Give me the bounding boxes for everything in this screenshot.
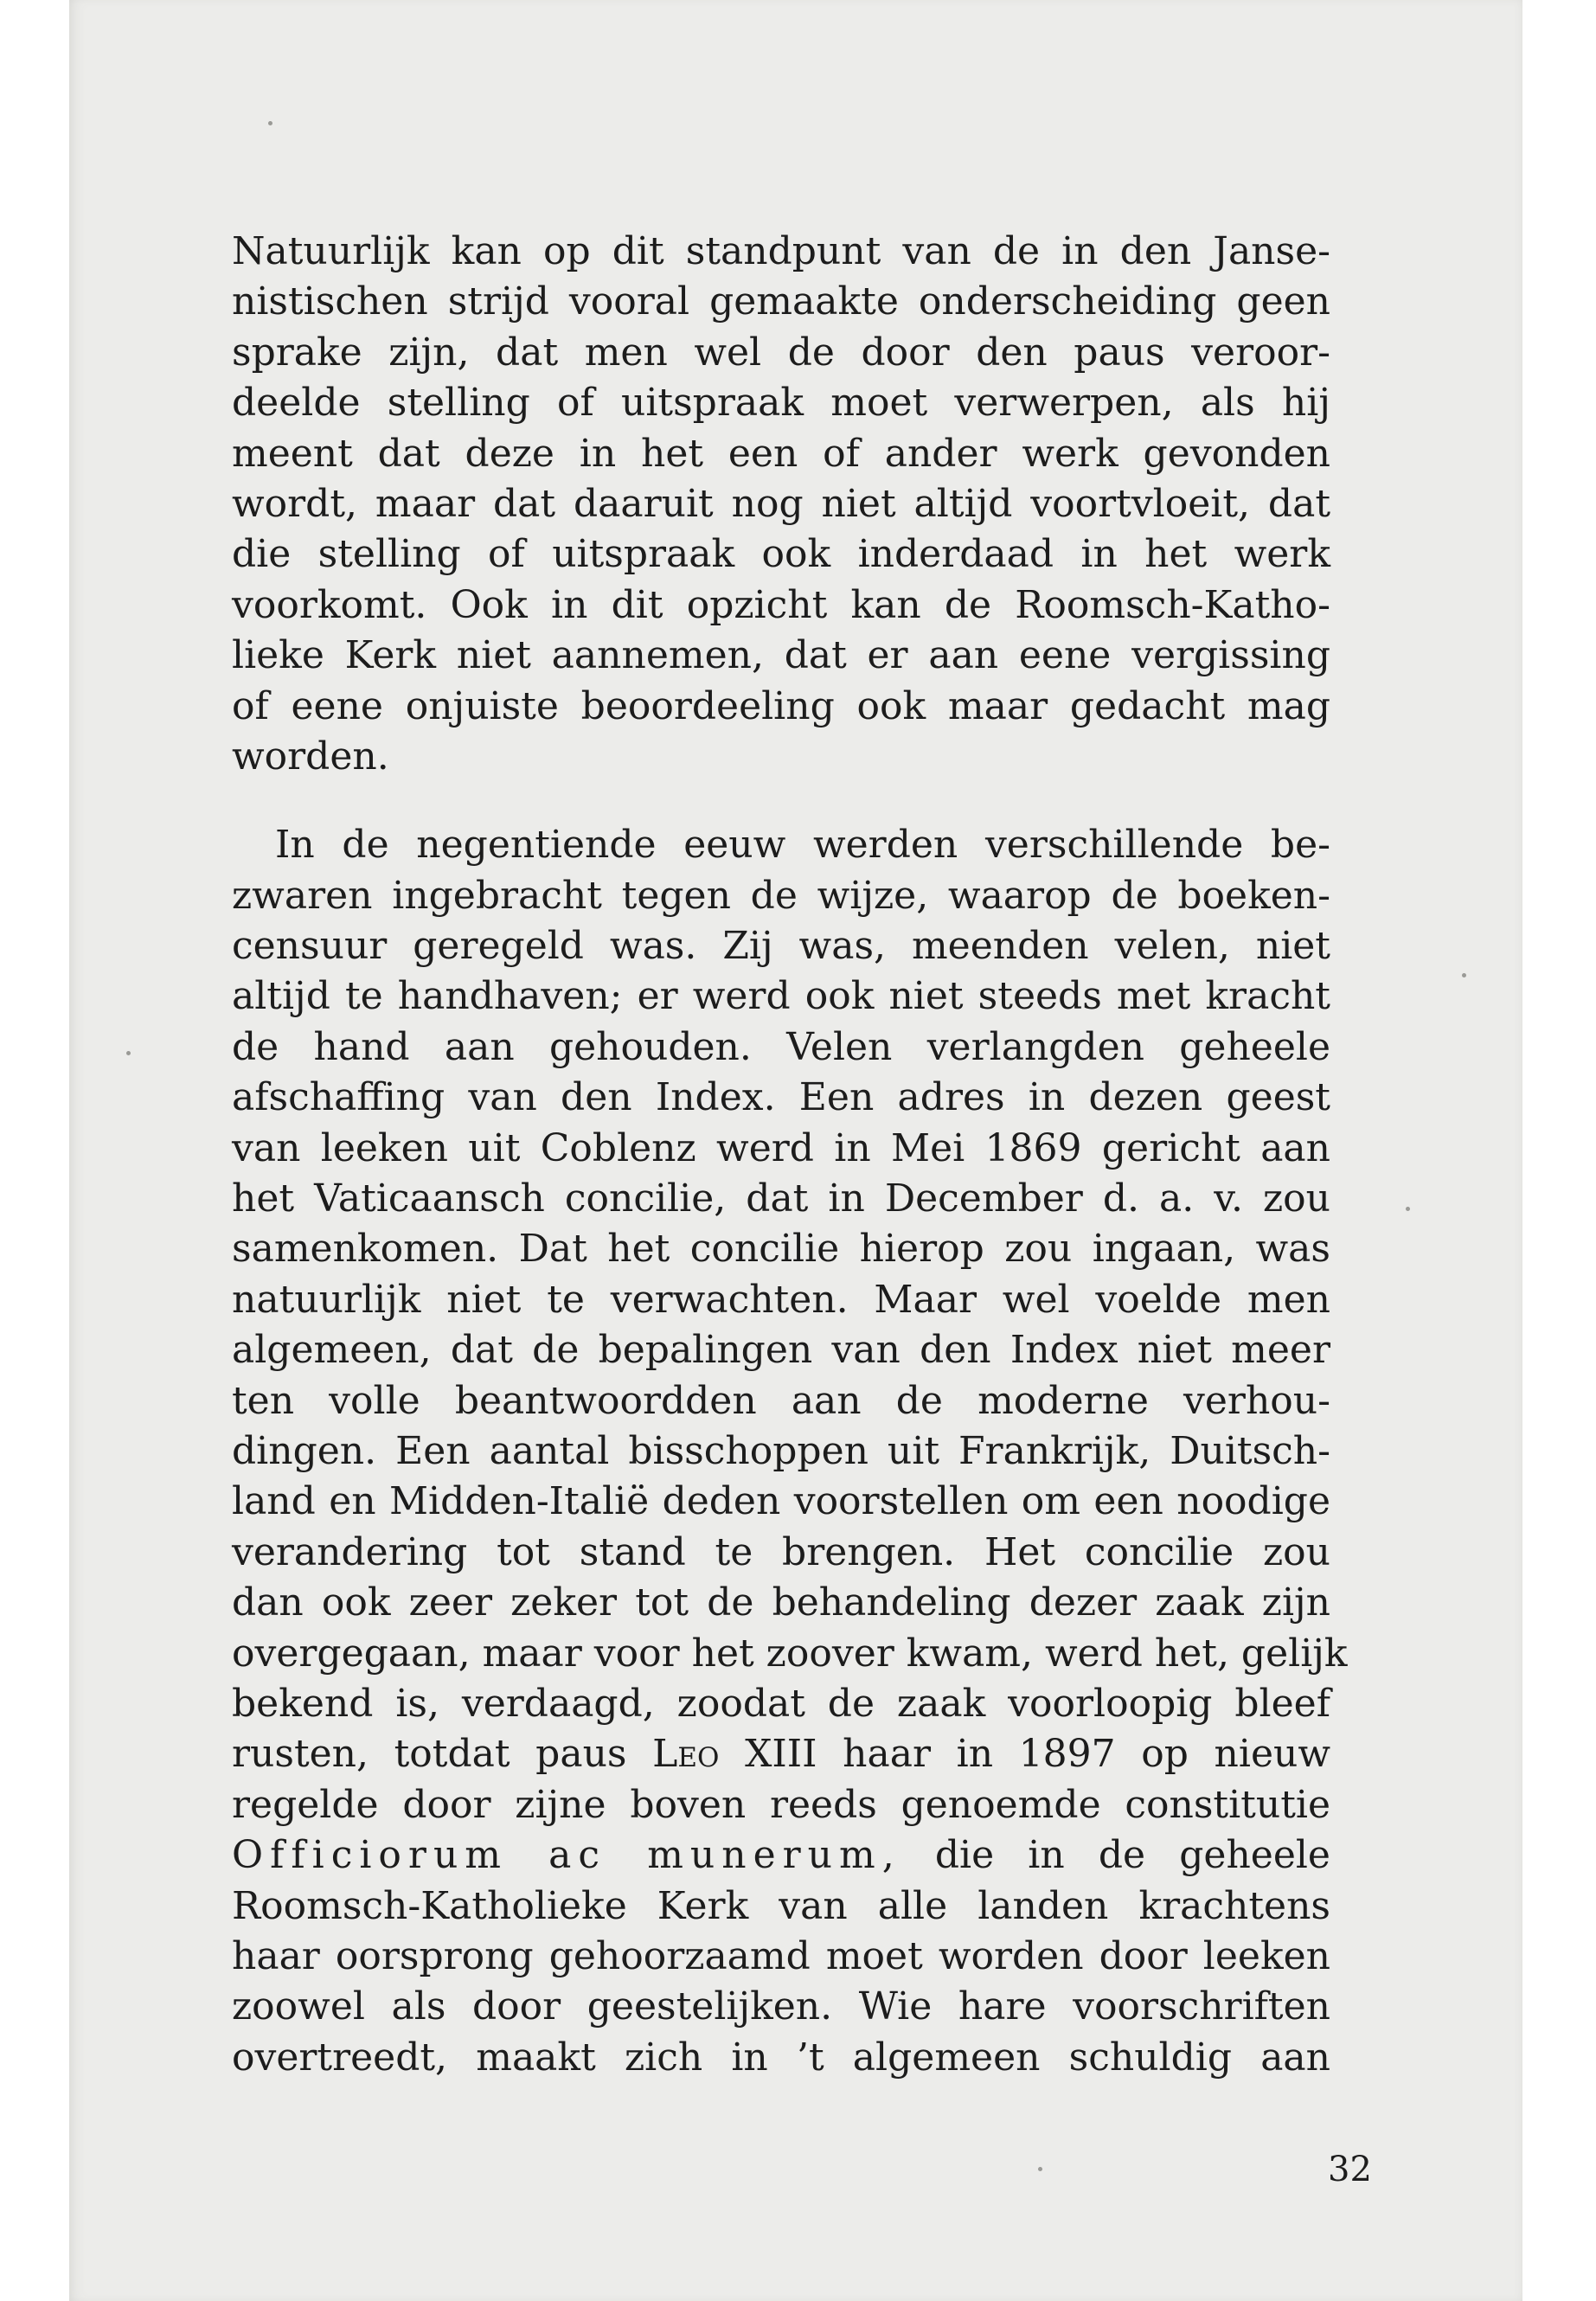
leo-line-end: XIII haar in 1897 op nieuw bbox=[745, 1732, 1331, 1777]
text-line: lieke Kerk niet aannemen, dat er aan eene vergissing bbox=[232, 633, 1330, 678]
text-line: of eene onjuiste beoordeeling ook maar gedacht mag bbox=[232, 683, 1330, 728]
paper-speck bbox=[268, 121, 272, 125]
text-line: die stelling of uitspraak ook inderdaad in het werk bbox=[232, 532, 1330, 577]
text-line: dan ook zeer zeker tot de behandeling dezer zaak zijn bbox=[232, 1580, 1330, 1625]
text-line: overtreedt, maakt zich in ’t algemeen schuldig aan bbox=[232, 2035, 1330, 2080]
text-line: worden. bbox=[232, 734, 389, 779]
text-line: dingen. Een aantal bisschoppen uit Frankrijk, Duitsch- bbox=[232, 1428, 1330, 1473]
paper-speck bbox=[1038, 2167, 1042, 2171]
paragraph-gap bbox=[232, 782, 1330, 820]
text-line: land en Midden-Italië deden voorstellen om een noodige bbox=[232, 1479, 1330, 1524]
paper-speck bbox=[1462, 973, 1466, 977]
paragraph-1 bbox=[232, 227, 1330, 782]
text-line: zwaren ingebracht tegen de wijze, waarop de boeken- bbox=[232, 873, 1330, 918]
text-line: ten volle beantwoordden aan de moderne verhou- bbox=[232, 1378, 1330, 1423]
text-line: meent dat deze in het een of ander werk gevonden bbox=[232, 431, 1330, 476]
text-line: censuur geregeld was. Zij was, meenden velen, niet bbox=[232, 924, 1330, 969]
officiorum-line-end: die in de geheele bbox=[934, 1833, 1330, 1878]
paper-speck bbox=[126, 1051, 131, 1055]
text-line: de hand aan gehouden. Velen verlangden geheele bbox=[232, 1024, 1330, 1069]
text-line: bekend is, verdaagd, zoodat de zaak voorloopig bleef bbox=[232, 1681, 1330, 1726]
body-text bbox=[232, 227, 1348, 2083]
paragraph-2 bbox=[232, 820, 1348, 2083]
text-line: Natuurlijk kan op dit standpunt van de in den Janse- bbox=[232, 229, 1330, 273]
page-number: 32 bbox=[1328, 2150, 1372, 2189]
text-line-officiorum bbox=[232, 1830, 1330, 1881]
text-line: zoowel als door geestelijken. Wie hare voorschriften bbox=[232, 1984, 1330, 2029]
text-line: het Vaticaansch concilie, dat in December d. a. v. zou bbox=[232, 1176, 1330, 1221]
text-line: afschaffing van den Index. Een adres in dezen geest bbox=[232, 1075, 1330, 1120]
text-line-leo bbox=[232, 1729, 1330, 1779]
text-line: haar oorsprong gehoorzaamd moet worden door leeken bbox=[232, 1933, 1330, 1978]
pope-name-small-caps: Leo bbox=[652, 1732, 720, 1777]
text-line: nistischen strijd vooral gemaakte onderscheiding geen bbox=[232, 279, 1330, 324]
text-line: samenkomen. Dat het concilie hierop zou ingaan, was bbox=[232, 1227, 1330, 1272]
text-line: wordt, maar dat daaruit nog niet altijd voortvloeit, dat bbox=[232, 481, 1330, 526]
text-line: algemeen, dat de bepalingen van den Index niet meer bbox=[232, 1328, 1330, 1373]
text-line: deelde stelling of uitspraak moet verwerpen, als hij bbox=[232, 381, 1330, 426]
constitution-title-spaced: Officiorum ac munerum, bbox=[232, 1833, 901, 1878]
text-line: altijd te handhaven; er werd ook niet steeds met kracht bbox=[232, 974, 1330, 1019]
text-line: van leeken uit Coblenz werd in Mei 1869 gericht aan bbox=[232, 1125, 1330, 1170]
text-line: natuurlijk niet te verwachten. Maar wel voelde men bbox=[232, 1277, 1330, 1322]
text-line: voorkomt. Ook in dit opzicht kan de Roomsch-Katho- bbox=[232, 582, 1330, 627]
paper-speck bbox=[1406, 1207, 1410, 1211]
text-line: regelde door zijne boven reeds genoemde constitutie bbox=[232, 1782, 1330, 1827]
leo-line-start: rusten, totdat paus bbox=[232, 1732, 627, 1777]
text-line: sprake zijn, dat men wel de door den paus veroor- bbox=[232, 330, 1330, 375]
text-line: overgegaan, maar voor het zoover kwam, werd het, gelijk bbox=[232, 1631, 1348, 1676]
text-line: In de negentiende eeuw werden verschillende be- bbox=[275, 823, 1330, 868]
text-line: verandering tot stand te brengen. Het concilie zou bbox=[232, 1529, 1330, 1574]
text-line: Roomsch-Katholieke Kerk van alle landen krachtens bbox=[232, 1883, 1330, 1928]
